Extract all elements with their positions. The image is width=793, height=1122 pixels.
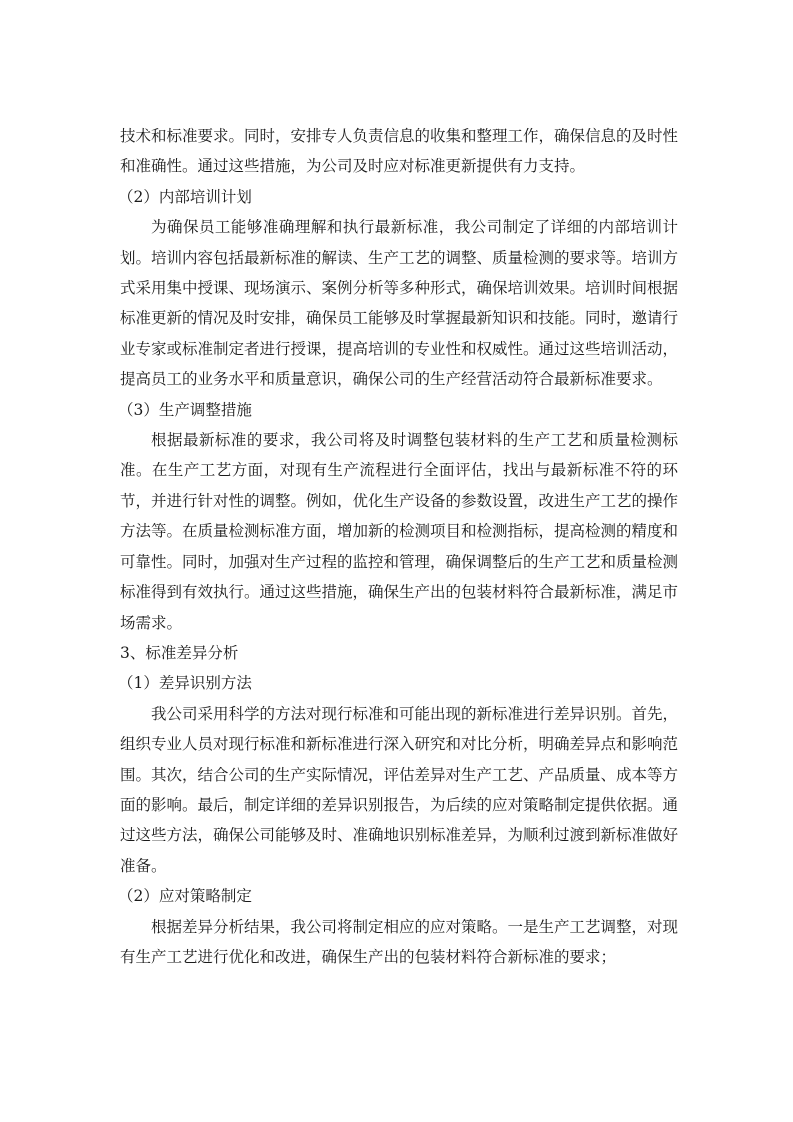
subheading-internal-training-plan: （2）内部培训计划 <box>118 187 252 206</box>
continuation-paragraph: 技术和标准要求。同时，安排专人负责信息的收集和整理工作，确保信息的及时性和准确性。通过这些措施，为公司及时应对标准更新提供有力支持。 <box>120 127 679 176</box>
section-heading-standard-difference-analysis: 3、标准差异分析 <box>120 643 239 662</box>
subheading-response-strategy: （2）应对策略制定 <box>118 887 252 906</box>
paragraph-response-strategy: 根据差异分析结果，我公司将制定相应的应对策略。一是生产工艺调整，对现有生产工艺进行优化和改进，确保生产出的包装材料符合新标准的要求； <box>120 917 679 966</box>
paragraph-internal-training: 为确保员工能够准确理解和执行最新标准，我公司制定了详细的内部培训计划。培训内容包括最新标准的解读、生产工艺的调整、质量检测的要求等。培训方式采用集中授课、现场演示、案例分析等多种形式，确保培训效果。培训时间根据标准更新的情况及时安排，确保员工能够及时掌握最新知识和技能。同时，邀请行业专家或标准制定者进行授课，提高培训的专业性和权威性。通过这些培训活动，提高员工的业务水平和质量意识，确保公司的生产经营活动符合最新标准要求。 <box>120 218 679 389</box>
subheading-difference-identification: （1）差异识别方法 <box>118 674 252 693</box>
paragraph-difference-identification: 我公司采用科学的方法对现行标准和可能出现的新标准进行差异识别。首先，组织专业人员对现行标准和新标准进行深入研究和对比分析，明确差异点和影响范围。其次，结合公司的生产实际情况，评估差异对生产工艺、产品质量、成本等方面的影响。最后，制定详细的差异识别报告，为后续的应对策略制定提供依据。通过这些方法，确保公司能够及时、准确地识别标准差异，为顺利过渡到新标准做好准备。 <box>120 704 679 875</box>
subheading-production-adjustment: （3）生产调整措施 <box>118 400 252 419</box>
document-body <box>120 121 678 972</box>
paragraph-production-adjustment: 根据最新标准的要求，我公司将及时调整包装材料的生产工艺和质量检测标准。在生产工艺方面，对现有生产流程进行全面评估，找出与最新标准不符的环节，并进行针对性的调整。例如，优化生产设备的参数设置，改进生产工艺的操作方法等。在质量检测标准方面，增加新的检测项目和检测指标，提高检测的精度和可靠性。同时，加强对生产过程的监控和管理，确保调整后的生产工艺和质量检测标准得到有效执行。通过这些措施，确保生产出的包装材料符合最新标准，满足市场需求。 <box>120 431 679 632</box>
